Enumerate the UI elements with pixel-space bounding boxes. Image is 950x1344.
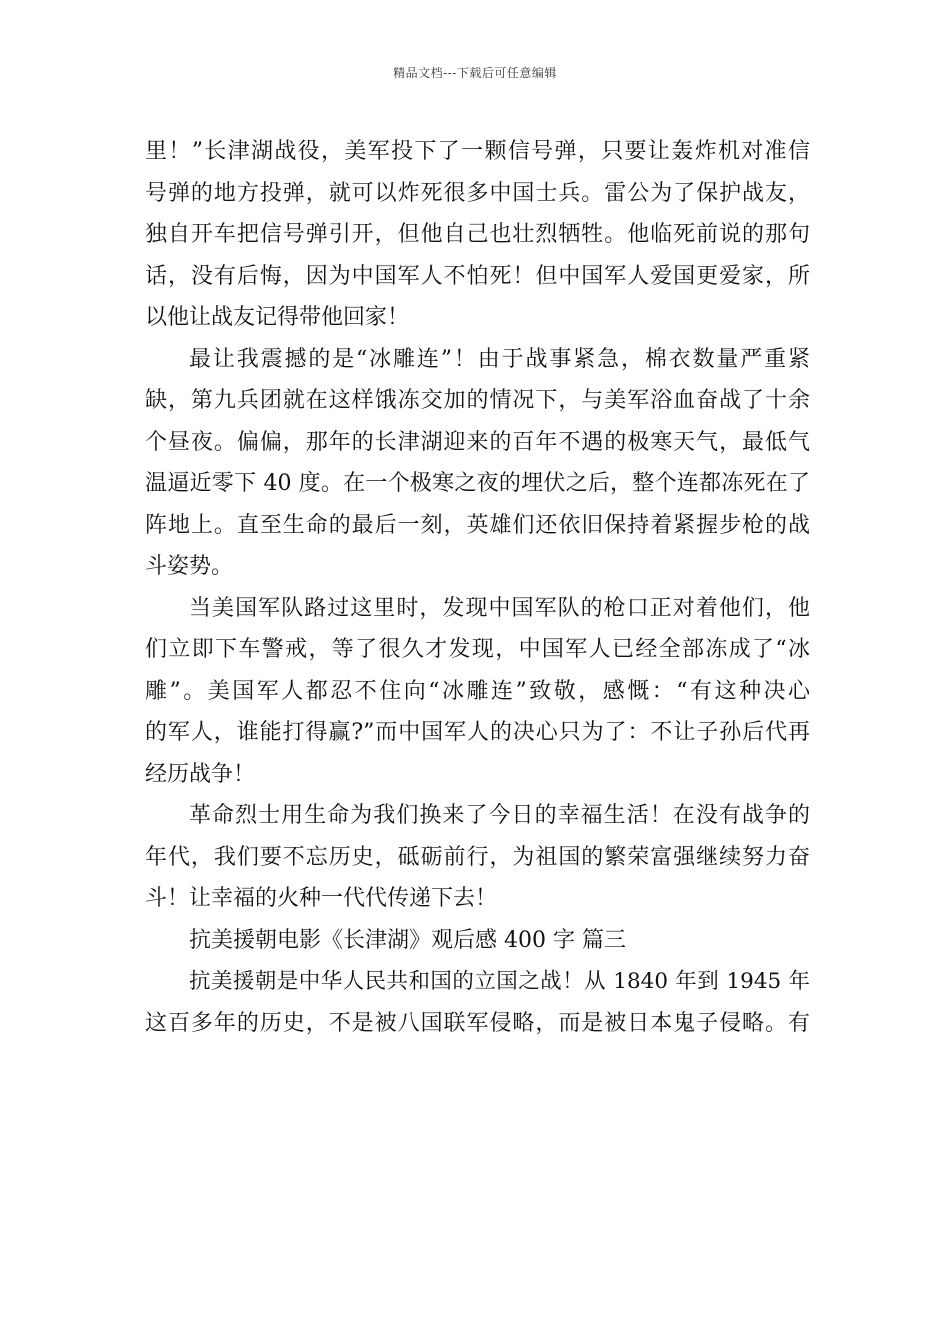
text-line: 当美国军队路过这里时，发现中国军队的枪口正对着他们，他 (189, 595, 810, 621)
text-line: 斗姿势。 (145, 554, 234, 579)
text-line: 的军人，谁能打得赢?”而中国军人的决心只为了：不让子孙后代再 (145, 720, 810, 745)
document-body (145, 131, 810, 1044)
text-line: 们立即下车警戒，等了很久才发现，中国军人已经全部冻成了“冰 (145, 637, 810, 662)
text-line: 温逼近零下 40 度。在一个极寒之夜的埋伏之后，整个连都冻死在了 (145, 471, 810, 496)
text-line: 里！”长津湖战役，美军投下了一颗信号弹，只要让轰炸机对准信 (145, 139, 810, 164)
text-line: 号弹的地方投弹，就可以炸死很多中国士兵。雷公为了保护战友， (145, 180, 810, 206)
text-line: 革命烈士用生命为我们换来了今日的幸福生活！在没有战争的 (189, 803, 810, 828)
text-line: 年代，我们要不忘历史，砥砺前行，为祖国的繁荣富强继续努力奋 (145, 844, 810, 870)
text-line: 最让我震撼的是“冰雕连”！由于战事紧急，棉衣数量严重紧 (189, 346, 810, 372)
text-line: 这百多年的历史，不是被八国联军侵略，而是被日本鬼子侵略。有 (145, 1010, 810, 1036)
text-line: 以他让战友记得带他回家！ (145, 305, 410, 330)
text-line: 个昼夜。偏偏，那年的长津湖迎来的百年不遇的极寒天气，最低气 (145, 429, 810, 455)
text-line: 缺，第九兵团就在这样饿冻交加的情况下，与美军浴血奋战了十余 (145, 388, 810, 413)
text-line: 雕”。美国军人都忍不住向“冰雕连”致敬，感慨：“有这种决心 (145, 678, 810, 704)
page-header: 精品文档---下载后可任意编辑 (393, 66, 557, 80)
text-line: 阵地上。直至生命的最后一刻，英雄们还依旧保持着紧握步枪的战 (145, 512, 810, 538)
text-line: 抗美援朝电影《长津湖》观后感 400 字 篇三 (189, 927, 626, 953)
text-line: 斗！让幸福的火种一代代传递下去！ (145, 886, 498, 911)
text-line: 独自开车把信号弹引开，但他自己也壮烈牺牲。他临死前说的那句 (145, 222, 810, 247)
text-line: 抗美援朝是中华人民共和国的立国之战！从 1840 年到 1945 年 (189, 969, 810, 994)
text-line: 经历战争！ (145, 761, 256, 787)
text-line: 话，没有后悔，因为中国军人不怕死！但中国军人爱国更爱家，所 (145, 263, 810, 289)
